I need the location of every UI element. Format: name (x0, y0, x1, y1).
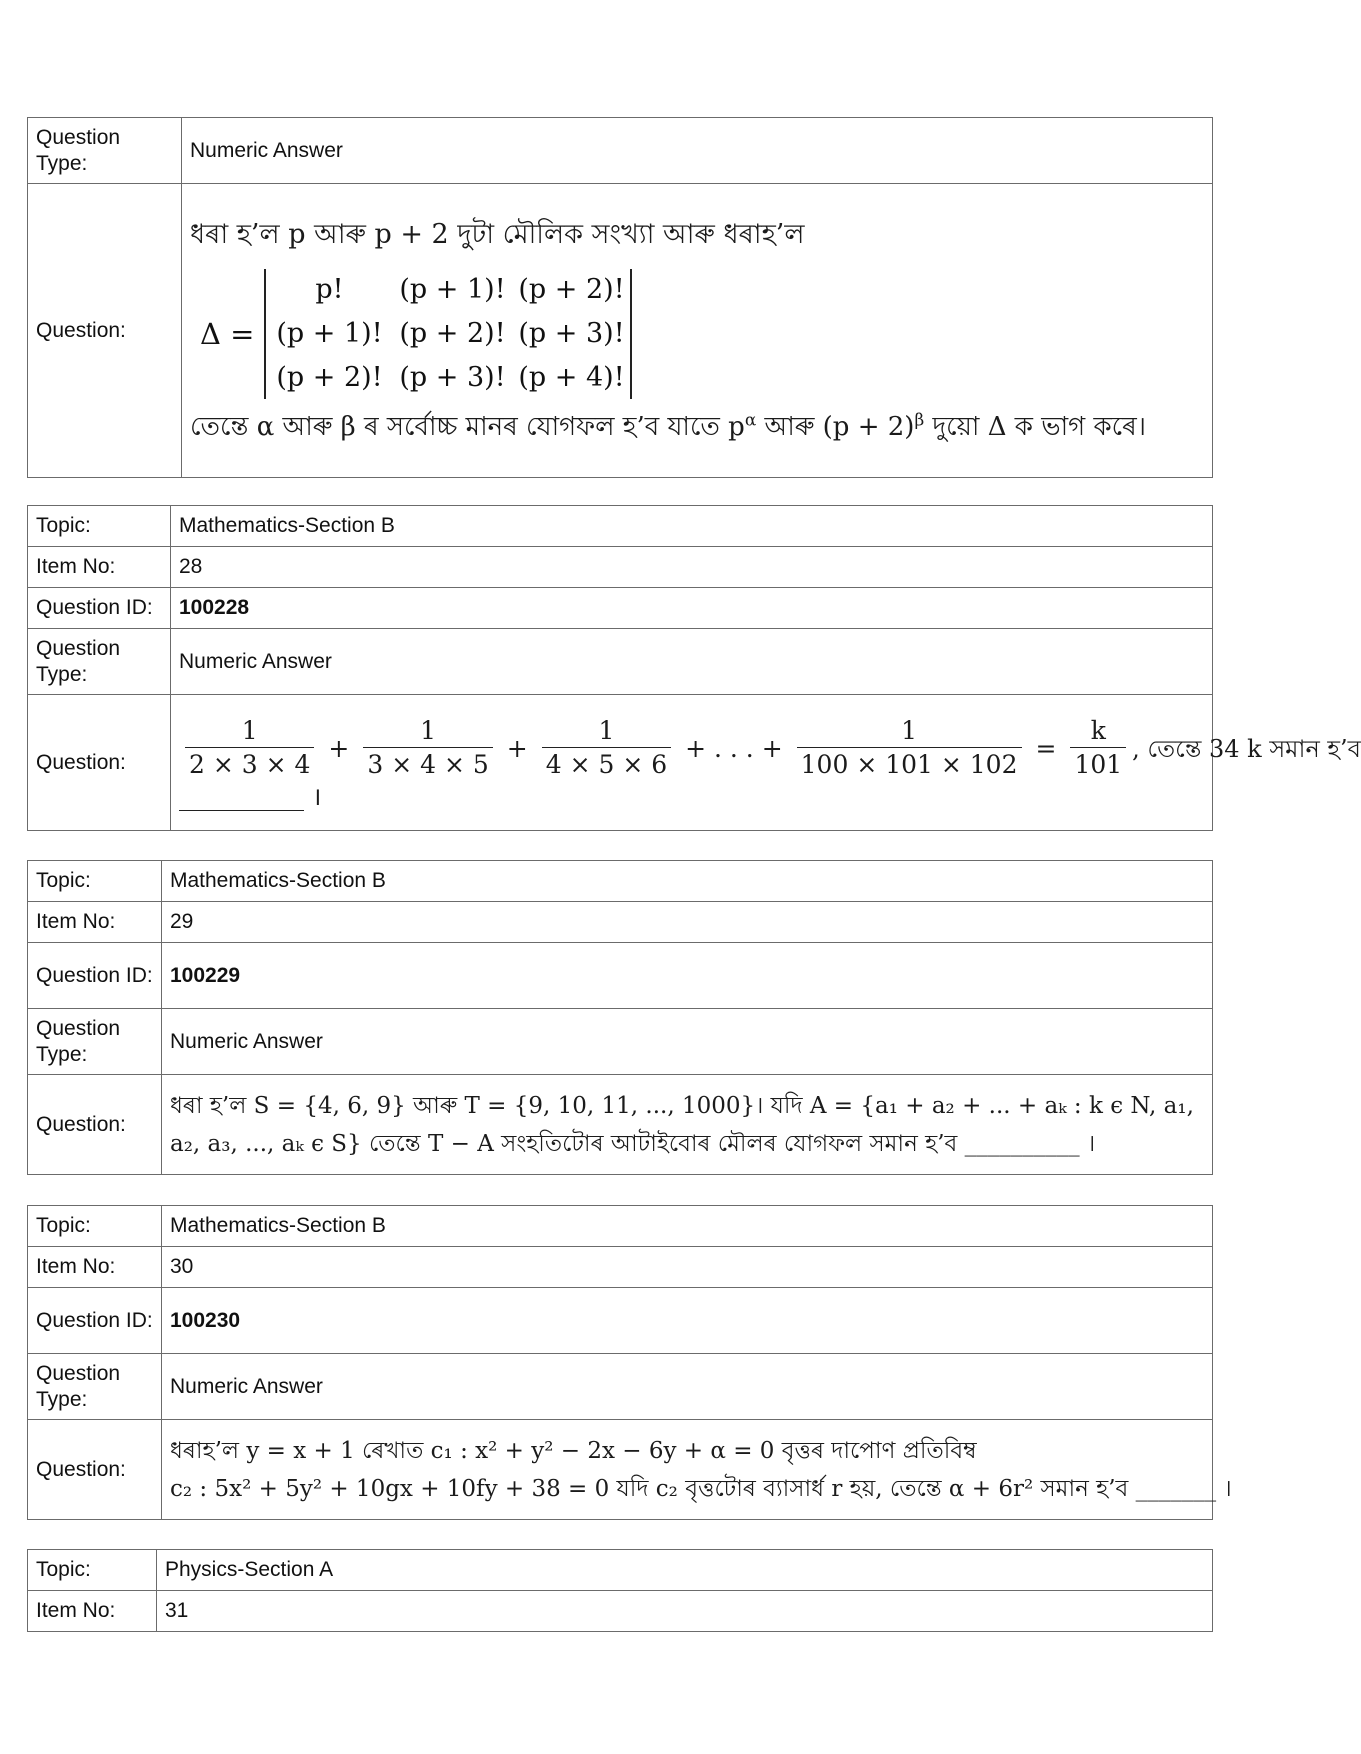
matrix-cell: (p + 2)! (518, 273, 625, 305)
question-line: ধৰাহ’ল y = x + 1 ৰেখাত c₁ : x² + y² − 2x − 6y + α = 0 বৃত্তৰ দাপোণ প্ৰতিবিম্ব (170, 1437, 977, 1464)
fraction: $\frac{1}{2 \times 3 \times 4}$ (185, 715, 314, 782)
topic-label: Topic: (28, 861, 162, 902)
item-no-label: Item No: (28, 1247, 162, 1288)
fraction: $\frac{1}{100 \times 101 \times 102}$ (797, 715, 1022, 782)
answer-blank: __________ । (179, 782, 322, 811)
matrix-cell: p! (315, 273, 344, 305)
question-id-value: 100230 (162, 1288, 1213, 1354)
question-id-label: Question ID: (28, 943, 162, 1009)
topic-label: Topic: (28, 1550, 157, 1591)
question-type-label: Question Type: (28, 118, 182, 184)
question-type-value: Numeric Answer (171, 629, 1213, 695)
item-no-label: Item No: (28, 1591, 157, 1632)
matrix-cell: (p + 1)! (399, 273, 506, 305)
question-type-value: Numeric Answer (162, 1009, 1213, 1075)
question-body (182, 184, 1213, 478)
equals-sign: = (1035, 733, 1057, 763)
question-type-label: Question Type: (28, 629, 171, 695)
question-label: Question: (28, 1420, 162, 1520)
matrix-cell: (p + 3)! (518, 317, 625, 349)
question-line: a₂, a₃, ..., aₖ ϵ S} তেন্তে T − A সংহতিটোৰ আটাইবোৰ মৌলৰ যোগফল সমান হ’ব __________ । (170, 1130, 1096, 1157)
topic-label: Topic: (28, 506, 171, 547)
tail-text-b: আৰু (p + 2) (756, 411, 915, 442)
question-id-label: Question ID: (28, 588, 171, 629)
question-tail: , তেন্তে 34 k সমান হ’ব (1132, 734, 1361, 763)
topic-label: Topic: (28, 1206, 162, 1247)
topic-value: Physics-Section A (157, 1550, 1213, 1591)
item-no-value: 30 (162, 1247, 1213, 1288)
matrix-cell: (p + 3)! (399, 361, 506, 393)
fraction: $\frac{k}{101}$ (1070, 715, 1126, 782)
delta-symbol: Δ = (200, 316, 255, 351)
item-no-label: Item No: (28, 547, 171, 588)
fraction: $\frac{1}{4 \times 5 \times 6}$ (542, 715, 671, 782)
question-type-label: Question Type: (28, 1009, 162, 1075)
question-block-30 (27, 1205, 1232, 1520)
matrix-cell: (p + 2)! (399, 317, 506, 349)
question-label: Question: (28, 695, 171, 831)
tail-text-a: তেন্তে α আৰু β ৰ সৰ্বোচ্চ মানৰ যোগফল হ’ব যাতে p (190, 411, 745, 442)
question-block-29 (27, 860, 1213, 1175)
question-label: Question: (28, 184, 182, 478)
ellipsis: + . . . + (685, 733, 783, 763)
question-line: ধৰা হ’ল S = {4, 6, 9} আৰু T = {9, 10, 11, ..., 1000}। যদি A = {a₁ + a₂ + ... + aₖ : k ϵ N, a₁, (170, 1092, 1194, 1119)
topic-value: Mathematics-Section B (162, 1206, 1213, 1247)
question-id-label: Question ID: (28, 1288, 162, 1354)
item-no-value: 29 (162, 902, 1213, 943)
question-type-value: Numeric Answer (162, 1354, 1213, 1420)
question-type-label: Question Type: (28, 1354, 162, 1420)
matrix-cell: (p + 4)! (518, 361, 625, 393)
fraction-series (179, 715, 1361, 782)
question-type-value: Numeric Answer (182, 118, 1213, 184)
question-id-value: 100228 (171, 588, 1213, 629)
topic-value: Mathematics-Section B (171, 506, 1213, 547)
question-body (171, 695, 1361, 831)
item-no-label: Item No: (28, 902, 162, 943)
topic-value: Mathematics-Section B (162, 861, 1213, 902)
question-block-31 (27, 1549, 1213, 1632)
question-id-value: 100229 (162, 943, 1213, 1009)
determinant-matrix (264, 269, 632, 399)
matrix-cell: (p + 2)! (276, 361, 383, 393)
question-block-27 (27, 117, 1213, 478)
question-label: Question: (28, 1075, 162, 1175)
plus-sign: + (506, 733, 528, 763)
question-tail (190, 407, 1204, 447)
question-line: c₂ : 5x² + 5y² + 10gx + 10fy + 38 = 0 যদি c₂ বৃত্তটোৰ ব্যাসাৰ্ধ r হয়, তেন্তে α + 6r² সমান হ’ব _______ । (170, 1475, 1232, 1502)
item-no-value: 28 (171, 547, 1213, 588)
plus-sign: + (328, 733, 350, 763)
fraction: $\frac{1}{3 \times 4 \times 5}$ (363, 715, 492, 782)
matrix-cell: (p + 1)! (276, 317, 383, 349)
question-body (162, 1075, 1213, 1175)
tail-text-c: দুয়ো Δ ক ভাগ কৰে। (924, 411, 1147, 442)
sup-beta: β (914, 408, 925, 429)
question-block-28 (27, 505, 1361, 831)
sup-alpha: α (744, 408, 757, 429)
determinant (200, 269, 1204, 399)
question-intro: ধৰা হ’ল p আৰু p + 2 দুটা মৌলিক সংখ্যা আৰু ধৰাহ’ল (190, 218, 805, 250)
question-body (162, 1420, 1232, 1520)
item-no-value: 31 (157, 1591, 1213, 1632)
